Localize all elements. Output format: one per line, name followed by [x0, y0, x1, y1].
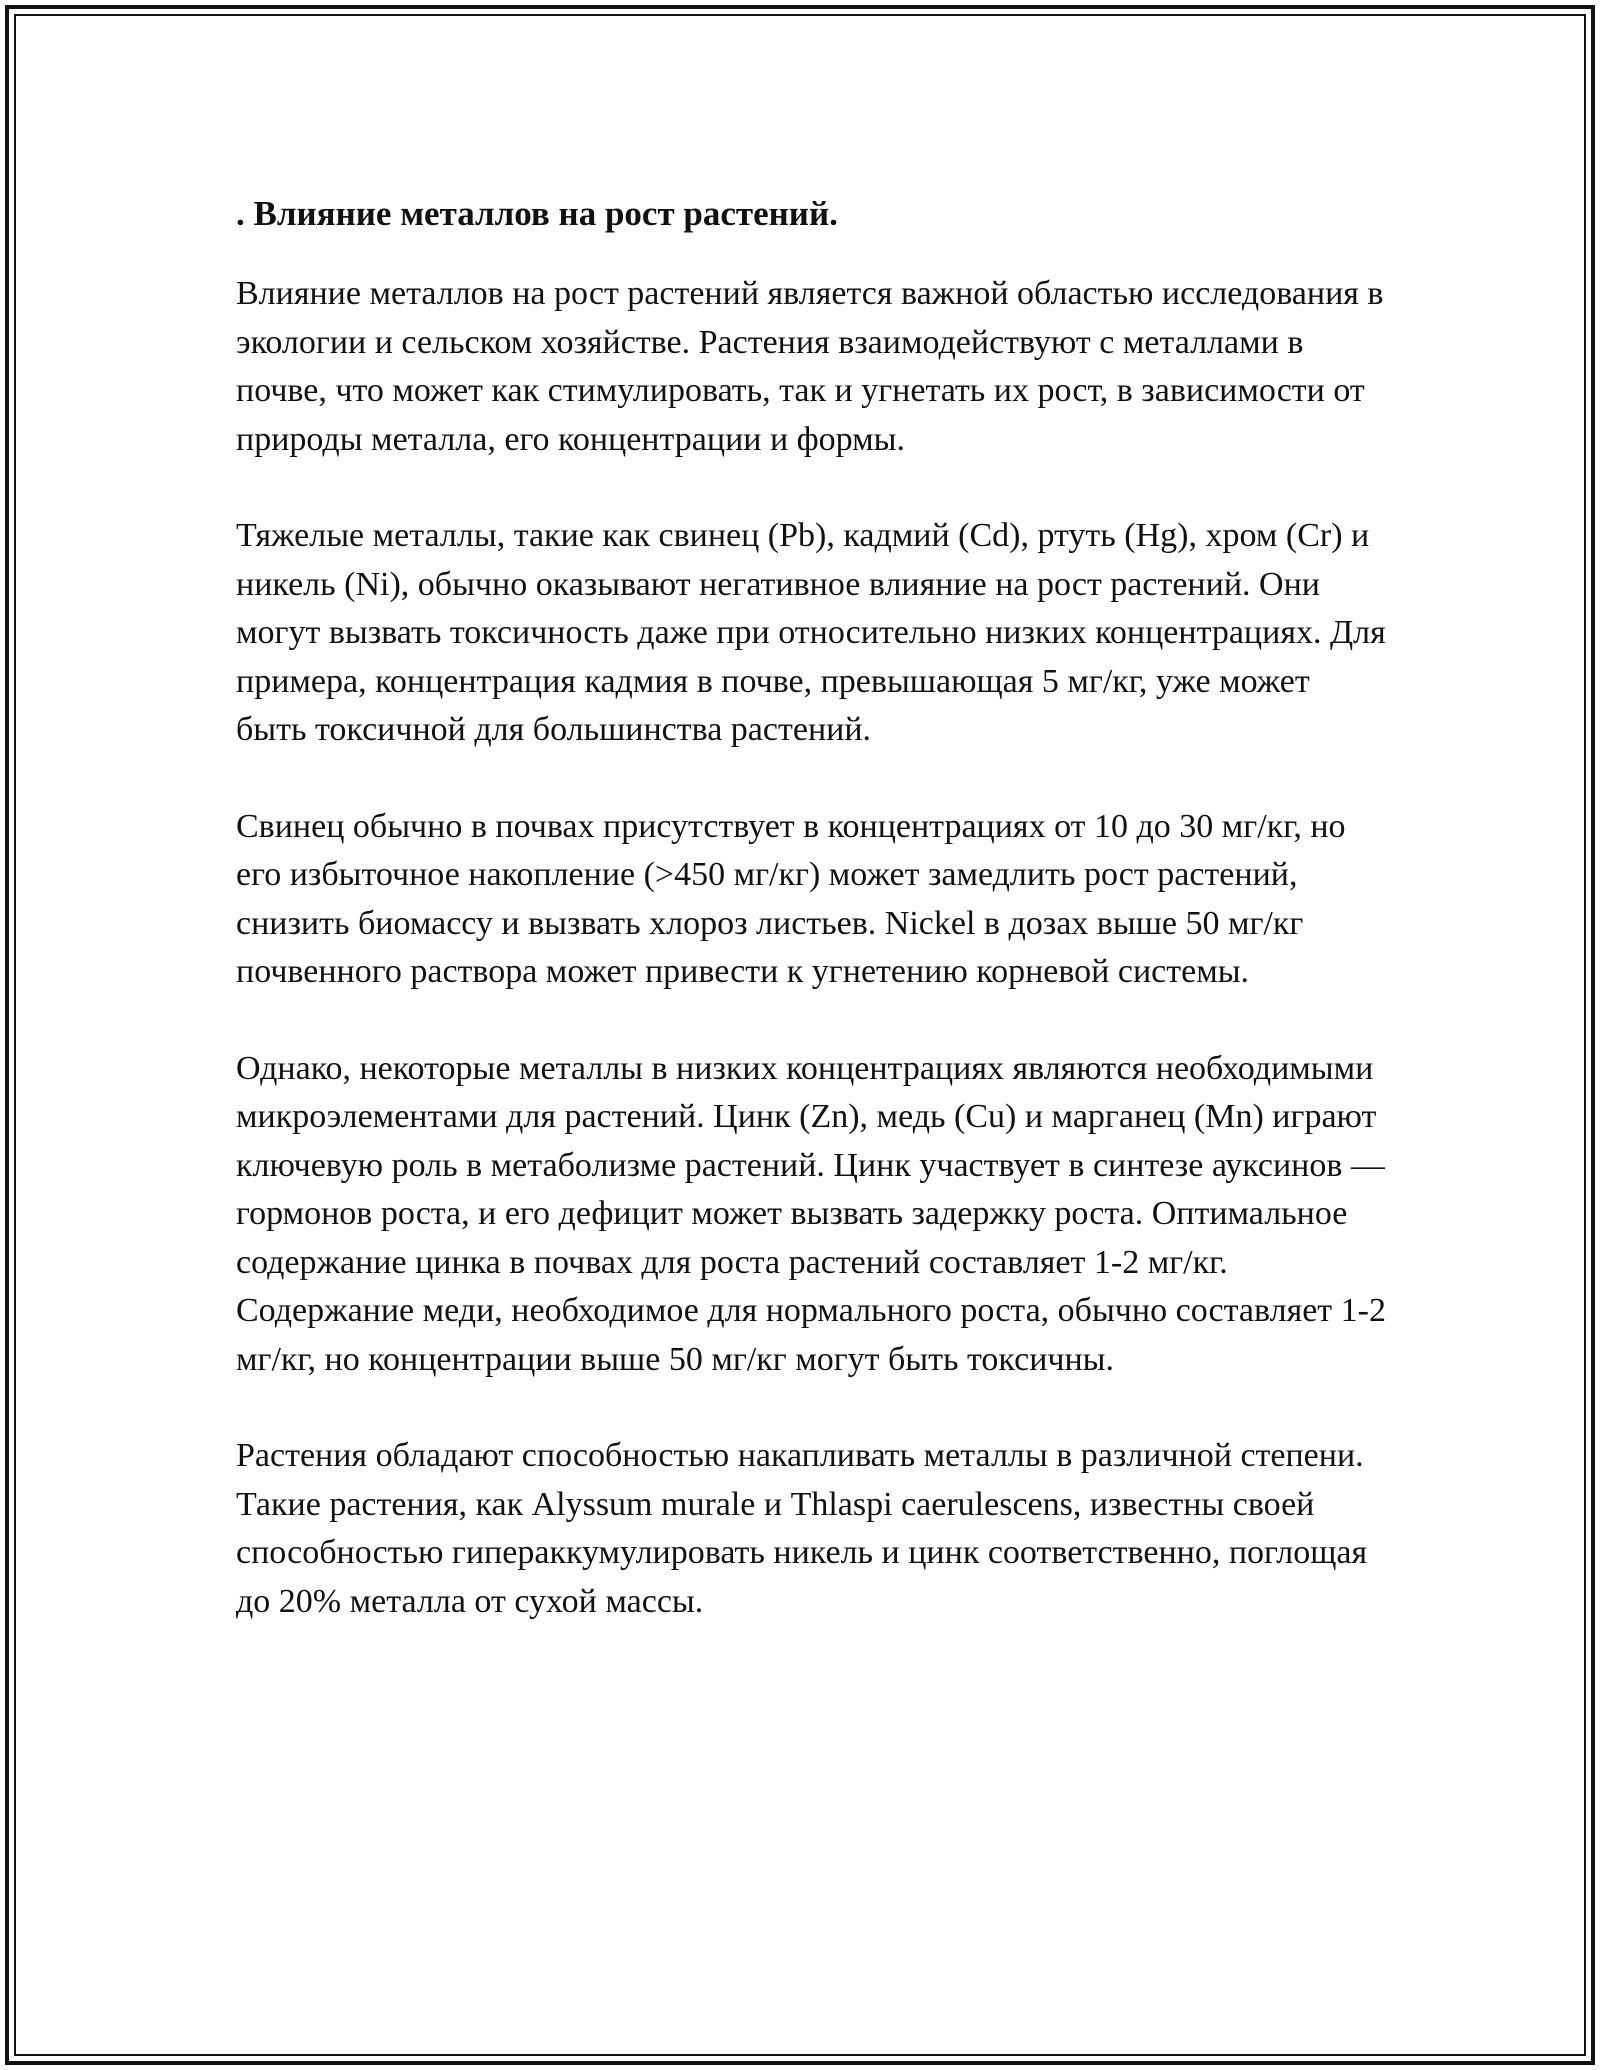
- paragraph-micronutrients: Однако, некоторые металлы в низких концентрациях являются необходимыми микроэлементами для растений. Цинк (Zn), медь (Cu) и марганец (Mn) играют ключевую роль в метаболизме растений. Цинк участвует в синтезе ауксинов — гормонов роста, и его дефицит может вызвать задержку роста. Оптимальное содержание цинка в почвах для роста растений составляет 1-2 мг/кг. Содержание меди, необходимое для нормального роста, обычно составляет 1-2 мг/кг, но концентрации выше 50 мг/кг могут быть токсичны.: [236, 1049, 1386, 1378]
- paragraph-lead-nickel: Свинец обычно в почвах присутствует в концентрациях от 10 до 30 мг/кг, но его избыточное накопление (>450 мг/кг) может замедлить рост растений, снизить биомассу и вызвать хлороз листьев. Nickel в дозах выше 50 мг/кг почвенного раствора может привести к угнетению корневой системы.: [236, 807, 1346, 990]
- document-body: [236, 184, 1386, 1674]
- paragraph-intro: Влияние металлов на рост растений является важной областью исследования в экологии и сельском хозяйстве. Растения взаимодействуют с металлами в почве, что может как стимулировать, так и угнетать их рост, в зависимости от природы металла, его концентрации и формы.: [236, 275, 1384, 458]
- paragraph-heavy-metals: Тяжелые металлы, такие как свинец (Pb), кадмий (Cd), ртуть (Hg), хром (Cr) и никель (Ni), обычно оказывают негативное влияние на рост растений. Они могут вызвать токсичность даже при относительно низких концентрациях. Для примера, концентрация кадмия в почве, превышающая 5 мг/кг, уже может быть токсичной для большинства растений.: [236, 517, 1386, 748]
- paragraph-hyperaccumulators: Растения обладают способностью накапливать металлы в различной степени. Такие растения, как Alyssum murale и Thlaspi caerulescens, известны своей способностью гипераккумулировать никель и цинк соответственно, поглощая до 20% металла от сухой массы.: [236, 1437, 1368, 1620]
- document-heading: . Влияние металлов на рост растений.: [236, 194, 838, 233]
